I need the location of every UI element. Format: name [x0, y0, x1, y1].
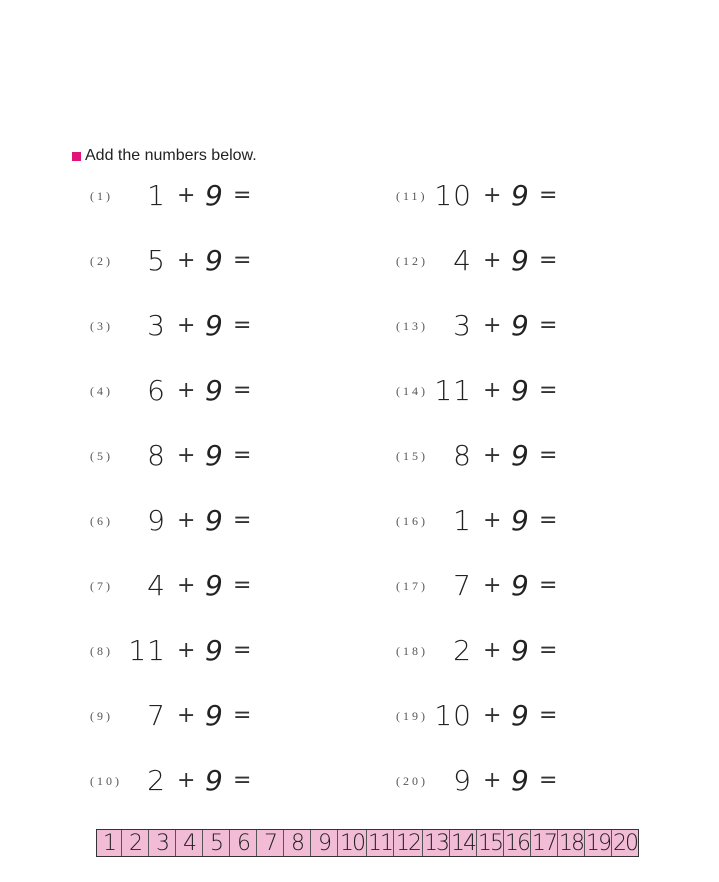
number-strip-cell: 7	[257, 830, 284, 856]
plus-sign: +	[483, 183, 502, 208]
problem-number: (20)	[396, 774, 428, 788]
number-strip-cell: 13	[424, 830, 448, 856]
number-strip-cell: 4	[176, 830, 203, 856]
plus-sign: +	[177, 573, 196, 598]
addend-a: 8	[147, 439, 166, 472]
problem-number: (17)	[396, 579, 428, 593]
addend-b: 9	[511, 244, 529, 277]
problem-number: (7)	[90, 579, 113, 593]
plus-sign: +	[177, 703, 196, 728]
addend-b: 9	[511, 569, 529, 602]
problem-number: (16)	[396, 514, 428, 528]
addend-a: 1	[147, 179, 166, 212]
number-strip-cell: 18	[559, 830, 583, 856]
number-strip-cell: 1	[97, 830, 122, 856]
square-bullet-icon	[72, 152, 81, 161]
problem-number: (11)	[396, 189, 428, 203]
plus-sign: +	[177, 248, 196, 273]
addend-b: 9	[511, 504, 529, 537]
equals-sign: =	[539, 183, 558, 208]
plus-sign: +	[483, 378, 502, 403]
plus-sign: +	[483, 703, 502, 728]
addend-a: 9	[453, 764, 472, 797]
equals-sign: =	[539, 703, 558, 728]
addend-b: 9	[205, 374, 223, 407]
number-strip-cell: 3	[149, 830, 176, 856]
addend-b: 9	[205, 504, 223, 537]
problem-number: (18)	[396, 644, 428, 658]
addend-b: 9	[205, 699, 223, 732]
addend-a: 3	[453, 309, 472, 342]
equals-sign: =	[233, 768, 252, 793]
equals-sign: =	[233, 638, 252, 663]
addend-a: 11	[128, 634, 166, 667]
equals-sign: =	[539, 508, 558, 533]
addend-a: 10	[434, 699, 472, 732]
number-strip	[96, 829, 639, 857]
addend-a: 7	[453, 569, 472, 602]
equals-sign: =	[539, 313, 558, 338]
number-strip-cell: 19	[586, 830, 610, 856]
number-strip-cell: 6	[230, 830, 257, 856]
equals-sign: =	[233, 508, 252, 533]
equals-sign: =	[233, 443, 252, 468]
equals-sign: =	[233, 378, 252, 403]
equals-sign: =	[539, 573, 558, 598]
problem-number: (4)	[90, 384, 113, 398]
problem-number: (3)	[90, 319, 113, 333]
plus-sign: +	[177, 183, 196, 208]
instruction	[72, 147, 257, 165]
equals-sign: =	[539, 248, 558, 273]
equals-sign: =	[233, 183, 252, 208]
instruction-text: Add the numbers below.	[85, 147, 257, 164]
plus-sign: +	[177, 768, 196, 793]
addend-a: 4	[147, 569, 166, 602]
addend-b: 9	[511, 179, 529, 212]
addend-b: 9	[205, 179, 223, 212]
addend-a: 5	[147, 244, 166, 277]
problem-number: (15)	[396, 449, 428, 463]
plus-sign: +	[483, 443, 502, 468]
addend-a: 7	[147, 699, 166, 732]
number-strip-cell: 5	[203, 830, 230, 856]
problem-number: (12)	[396, 254, 428, 268]
plus-sign: +	[483, 638, 502, 663]
number-strip-cell: 20	[613, 830, 637, 856]
plus-sign: +	[483, 508, 502, 533]
addend-a: 2	[147, 764, 166, 797]
number-strip-cell: 17	[532, 830, 556, 856]
addend-b: 9	[205, 439, 223, 472]
addend-b: 9	[511, 439, 529, 472]
plus-sign: +	[177, 508, 196, 533]
problem-number: (2)	[90, 254, 113, 268]
number-strip-cell: 9	[311, 830, 338, 856]
plus-sign: +	[177, 443, 196, 468]
equals-sign: =	[233, 703, 252, 728]
problem-number: (5)	[90, 449, 113, 463]
plus-sign: +	[177, 313, 196, 338]
equals-sign: =	[233, 248, 252, 273]
addend-b: 9	[511, 764, 529, 797]
number-strip-cell: 11	[368, 830, 392, 856]
number-strip-cell: 15	[478, 830, 502, 856]
plus-sign: +	[177, 638, 196, 663]
equals-sign: =	[233, 573, 252, 598]
addend-a: 6	[147, 374, 166, 407]
problem-number: (14)	[396, 384, 428, 398]
addend-b: 9	[205, 569, 223, 602]
problem-number: (8)	[90, 644, 113, 658]
addend-b: 9	[205, 634, 223, 667]
number-strip-cell: 2	[122, 830, 149, 856]
problem-number: (13)	[396, 319, 428, 333]
addend-a: 3	[147, 309, 166, 342]
problem-number: (6)	[90, 514, 113, 528]
addend-b: 9	[205, 309, 223, 342]
number-strip-cell: 10	[338, 830, 367, 856]
plus-sign: +	[177, 378, 196, 403]
number-strip-cell: 12	[394, 830, 423, 856]
addend-a: 8	[453, 439, 472, 472]
equals-sign: =	[539, 768, 558, 793]
addend-a: 4	[453, 244, 472, 277]
number-strip-cell: 16	[505, 830, 529, 856]
equals-sign: =	[539, 378, 558, 403]
problem-number: (1)	[90, 189, 113, 203]
plus-sign: +	[483, 768, 502, 793]
addend-a: 2	[453, 634, 472, 667]
equals-sign: =	[233, 313, 252, 338]
addend-a: 9	[147, 504, 166, 537]
problem-number: (19)	[396, 709, 428, 723]
number-strip-cell: 14	[451, 830, 475, 856]
addend-b: 9	[511, 699, 529, 732]
addend-a: 11	[434, 374, 472, 407]
plus-sign: +	[483, 573, 502, 598]
addend-b: 9	[205, 764, 223, 797]
equals-sign: =	[539, 443, 558, 468]
addend-b: 9	[511, 309, 529, 342]
equals-sign: =	[539, 638, 558, 663]
addend-b: 9	[511, 374, 529, 407]
addend-b: 9	[511, 634, 529, 667]
addend-a: 1	[453, 504, 472, 537]
plus-sign: +	[483, 248, 502, 273]
problem-number: (9)	[90, 709, 113, 723]
number-strip-cell: 8	[284, 830, 311, 856]
plus-sign: +	[483, 313, 502, 338]
problem-number: (10)	[90, 774, 122, 788]
addend-b: 9	[205, 244, 223, 277]
addend-a: 10	[434, 179, 472, 212]
